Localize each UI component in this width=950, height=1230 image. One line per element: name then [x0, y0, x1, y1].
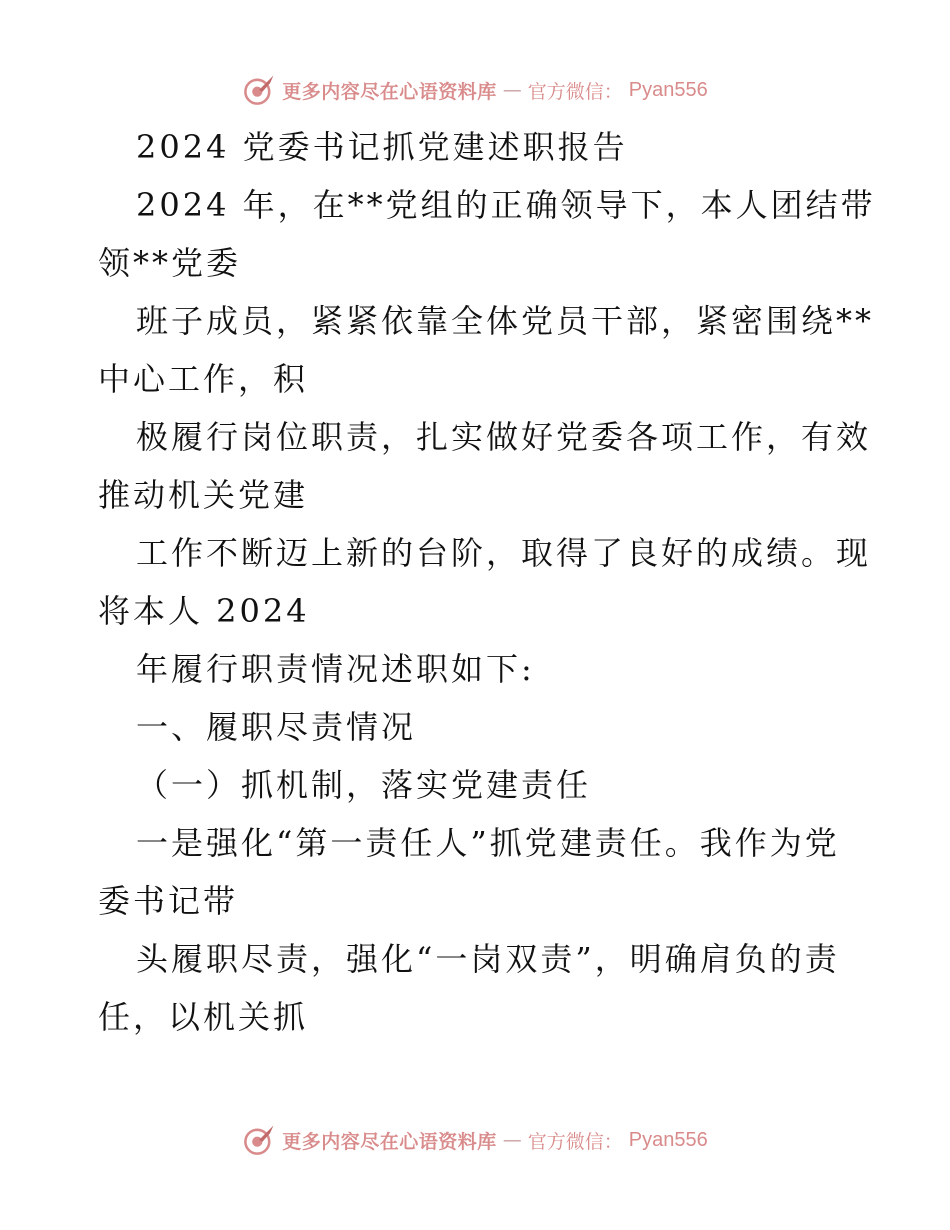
watermark-separator: — [502, 1129, 522, 1151]
paragraph-line: 2024 年，在**党组的正确领导下，本人团结带 [136, 186, 876, 224]
watermark-text: 更多内容尽在心语资料库 [282, 80, 497, 103]
wechat-label: 官方微信： [527, 1130, 623, 1153]
paragraph-line: 领**党委 [98, 244, 242, 282]
header-watermark [0, 70, 950, 110]
paragraph-line: 中心工作，积 [98, 360, 309, 398]
paragraph-line: 极履行岗位职责，扎实做好党委各项工作，有效 [136, 418, 872, 456]
wechat-id: Pyan556 [628, 1128, 708, 1151]
paragraph-line: 班子成员，紧紧依靠全体党员干部，紧密围绕** [136, 302, 875, 340]
wechat-id: Pyan556 [628, 78, 708, 101]
document-body [98, 118, 876, 1046]
quill-seal-icon [242, 1123, 276, 1157]
subsection-heading: （一）抓机制，落实党建责任 [136, 766, 592, 804]
paragraph-line: 任，以机关抓 [98, 998, 309, 1036]
wechat-label: 官方微信： [527, 80, 623, 103]
paragraph-line: 年履行职责情况述职如下: [136, 650, 535, 688]
paragraph-line: 头履职尽责，强化“一岗双责”，明确肩负的责 [136, 940, 840, 978]
paragraph-line: 推动机关党建 [98, 476, 309, 514]
paragraph-line: 将本人 2024 [98, 592, 310, 630]
paragraph-line: 工作不断迈上新的台阶，取得了良好的成绩。现 [136, 534, 872, 572]
footer-watermark [0, 1120, 950, 1160]
section-heading: 一、履职尽责情况 [136, 708, 417, 746]
document-title: 2024 党委书记抓党建述职报告 [136, 128, 628, 166]
paragraph-line: 委书记带 [98, 882, 239, 920]
watermark-text: 更多内容尽在心语资料库 [282, 1130, 497, 1153]
quill-seal-icon [242, 73, 276, 107]
paragraph-line: 一是强化“第一责任人”抓党建责任。我作为党 [136, 824, 840, 862]
watermark-separator: — [502, 79, 522, 101]
